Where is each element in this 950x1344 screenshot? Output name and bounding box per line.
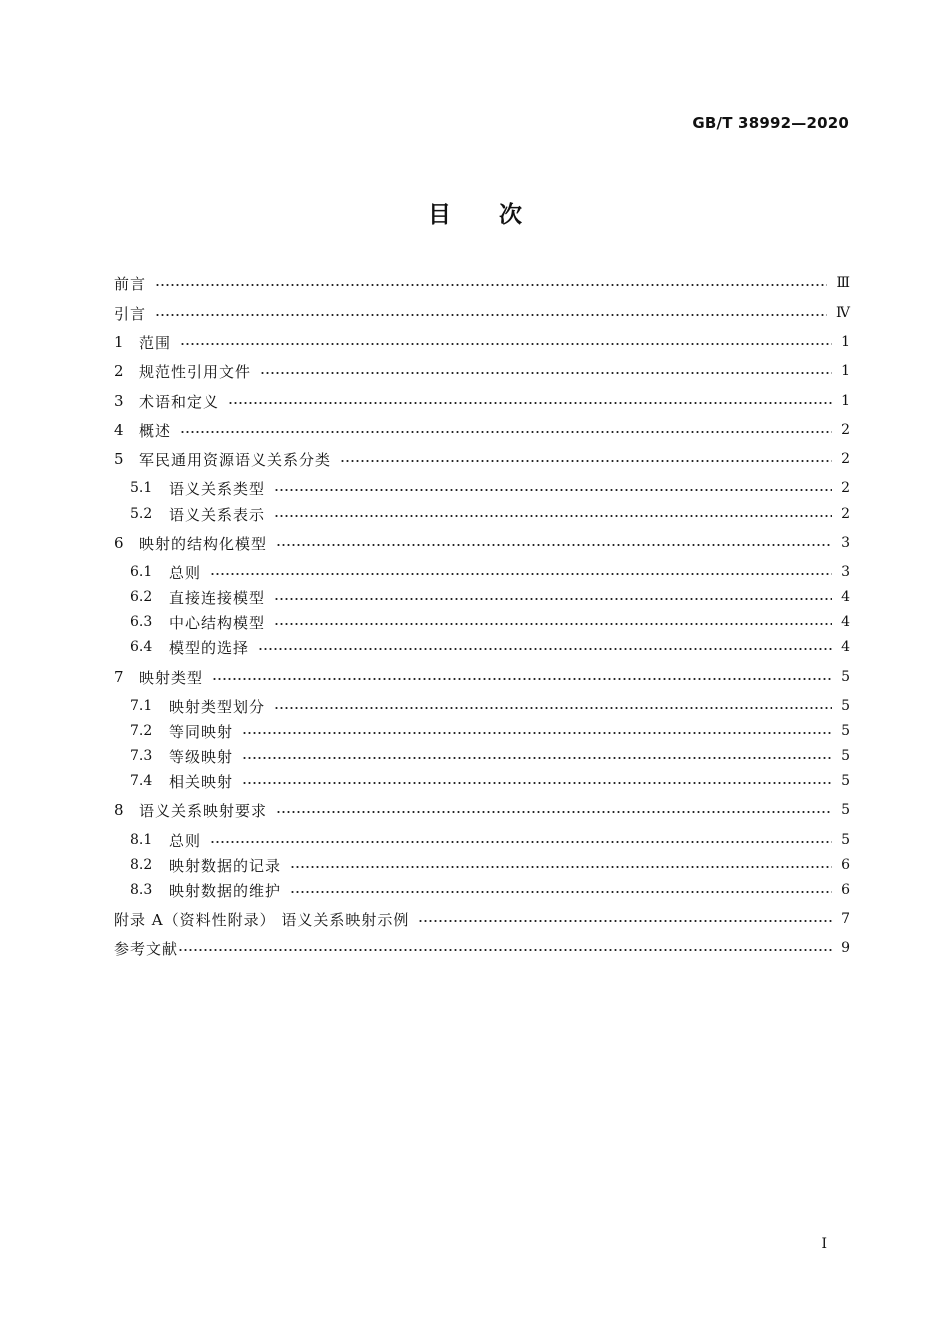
toc-page-number: 9 xyxy=(841,940,850,956)
toc-label: 语义关系类型 xyxy=(169,479,266,498)
dot-leader xyxy=(242,731,832,735)
dot-leader xyxy=(418,919,832,923)
toc-label: 总则 xyxy=(169,831,202,850)
dot-leader xyxy=(274,488,832,492)
toc-label: 范围 xyxy=(139,333,172,352)
toc-number: 8.3 xyxy=(130,882,153,898)
toc-entry-7[interactable] xyxy=(114,665,850,689)
toc-entry-introduction[interactable] xyxy=(114,301,850,325)
toc-entry-1[interactable] xyxy=(114,330,850,354)
dot-leader xyxy=(180,342,832,346)
toc-page-number: 5 xyxy=(841,773,850,789)
dot-leader xyxy=(228,401,832,405)
dot-leader xyxy=(290,865,832,869)
toc-page-number: 5 xyxy=(841,802,850,818)
toc-label: 映射数据的维护 xyxy=(169,881,282,900)
toc-label: 规范性引用文件 xyxy=(139,362,252,381)
toc-number: 6.4 xyxy=(130,639,153,655)
dot-leader xyxy=(212,677,832,681)
toc-page-number: 5 xyxy=(841,723,850,739)
toc-entry-2[interactable] xyxy=(114,359,850,383)
toc-page-number: 5 xyxy=(841,669,850,685)
dot-leader xyxy=(180,430,832,434)
dot-leader xyxy=(210,840,832,844)
toc-page-number: 6 xyxy=(841,857,850,873)
dot-leader xyxy=(155,283,827,287)
toc-entry-4[interactable] xyxy=(114,418,850,442)
toc-entry-5-1[interactable] xyxy=(130,476,850,500)
toc-label: 直接连接模型 xyxy=(169,588,266,607)
toc-label: 术语和定义 xyxy=(139,392,220,411)
dot-leader xyxy=(274,597,832,601)
dot-leader xyxy=(242,756,832,760)
toc-number: 8.1 xyxy=(130,832,153,848)
toc-entry-6-4[interactable] xyxy=(130,635,850,659)
dot-leader xyxy=(276,810,832,814)
toc-number: 6 xyxy=(114,534,124,552)
toc-label: 中心结构模型 xyxy=(169,613,266,632)
toc-label: 映射类型 xyxy=(139,668,204,687)
toc-entry-6-2[interactable] xyxy=(130,585,850,609)
toc-number: 1 xyxy=(114,333,124,351)
toc-entry-7-1[interactable] xyxy=(130,694,850,718)
toc-page-number: 3 xyxy=(841,535,850,551)
toc-number: 7.3 xyxy=(130,748,153,764)
toc-label: 语义关系映射要求 xyxy=(139,801,268,820)
toc-entry-7-3[interactable] xyxy=(130,744,850,768)
dot-leader xyxy=(260,371,832,375)
toc-page-number: 1 xyxy=(841,393,850,409)
toc-entry-7-4[interactable] xyxy=(130,769,850,793)
toc-number: 7.2 xyxy=(130,723,153,739)
toc-entry-appendix-a[interactable] xyxy=(114,907,850,931)
dot-leader xyxy=(258,647,832,651)
toc-entry-8-3[interactable] xyxy=(130,878,850,902)
toc-entry-8-2[interactable] xyxy=(130,853,850,877)
toc-page-number: 5 xyxy=(841,748,850,764)
toc-label: 前言 xyxy=(114,274,147,293)
toc-page-number: 1 xyxy=(841,363,850,379)
toc-page-number: 6 xyxy=(841,882,850,898)
toc-entry-5-2[interactable] xyxy=(130,502,850,526)
toc-label: 引言 xyxy=(114,304,147,323)
toc-number: 5.2 xyxy=(130,506,153,522)
dot-leader xyxy=(290,890,832,894)
dot-leader xyxy=(274,514,832,518)
toc-entry-5[interactable] xyxy=(114,447,850,471)
toc-page-number: 4 xyxy=(841,639,850,655)
toc-entry-8-1[interactable] xyxy=(130,828,850,852)
toc-entry-foreword[interactable] xyxy=(114,271,850,295)
toc-label: 参考文献 xyxy=(114,939,179,958)
toc-number: 3 xyxy=(114,392,124,410)
dot-leader xyxy=(276,543,832,547)
toc-page-number: 2 xyxy=(841,422,850,438)
toc-page-number: 1 xyxy=(841,334,850,350)
toc-page-number: 2 xyxy=(841,506,850,522)
toc-number: 6.2 xyxy=(130,589,153,605)
toc-label: 模型的选择 xyxy=(169,638,250,657)
dot-leader xyxy=(340,459,832,463)
toc-label: 附录 A（资料性附录） 语义关系映射示例 xyxy=(114,910,410,929)
toc-label: 总则 xyxy=(169,563,202,582)
standard-number: GB/T 38992—2020 xyxy=(692,114,849,132)
toc-entry-6[interactable] xyxy=(114,531,850,555)
toc-number: 6.1 xyxy=(130,564,153,580)
toc-entry-7-2[interactable] xyxy=(130,719,850,743)
toc-number: 7.4 xyxy=(130,773,153,789)
dot-leader xyxy=(210,572,832,576)
toc-entry-3[interactable] xyxy=(114,389,850,413)
toc-page-number: 3 xyxy=(841,564,850,580)
toc-label: 映射类型划分 xyxy=(169,697,266,716)
toc-entry-bibliography[interactable] xyxy=(114,936,850,960)
toc-label: 等同映射 xyxy=(169,722,234,741)
toc-label: 军民通用资源语义关系分类 xyxy=(139,450,332,469)
toc-number: 4 xyxy=(114,421,124,439)
toc-page-number: 2 xyxy=(841,451,850,467)
dot-leader xyxy=(274,622,832,626)
footer-page-number: I xyxy=(821,1236,827,1252)
toc-page-number: 5 xyxy=(841,832,850,848)
toc-label: 语义关系表示 xyxy=(169,505,266,524)
dot-leader xyxy=(155,313,827,317)
toc-number: 7 xyxy=(114,668,124,686)
toc-label: 相关映射 xyxy=(169,772,234,791)
toc-number: 8.2 xyxy=(130,857,153,873)
dot-leader xyxy=(178,948,832,952)
page-title: 目次 xyxy=(428,202,570,228)
toc-page-number: Ⅲ xyxy=(836,275,850,291)
toc-label: 等级映射 xyxy=(169,747,234,766)
toc-page-number: 4 xyxy=(841,589,850,605)
toc-entry-6-1[interactable] xyxy=(130,560,850,584)
toc-number: 7.1 xyxy=(130,698,153,714)
toc-number: 2 xyxy=(114,362,124,380)
toc-label: 概述 xyxy=(139,421,172,440)
toc-page-number: 7 xyxy=(841,911,850,927)
dot-leader xyxy=(242,781,832,785)
toc-page-number: 4 xyxy=(841,614,850,630)
dot-leader xyxy=(274,706,832,710)
toc-number: 5 xyxy=(114,450,124,468)
toc-number: 8 xyxy=(114,801,124,819)
toc-number: 5.1 xyxy=(130,480,153,496)
toc-label: 映射的结构化模型 xyxy=(139,534,268,553)
toc-entry-8[interactable] xyxy=(114,798,850,822)
toc-page-number: Ⅳ xyxy=(836,305,850,321)
toc-number: 6.3 xyxy=(130,614,153,630)
toc-entry-6-3[interactable] xyxy=(130,610,850,634)
toc-label: 映射数据的记录 xyxy=(169,856,282,875)
toc-page-number: 5 xyxy=(841,698,850,714)
toc-page-number: 2 xyxy=(841,480,850,496)
